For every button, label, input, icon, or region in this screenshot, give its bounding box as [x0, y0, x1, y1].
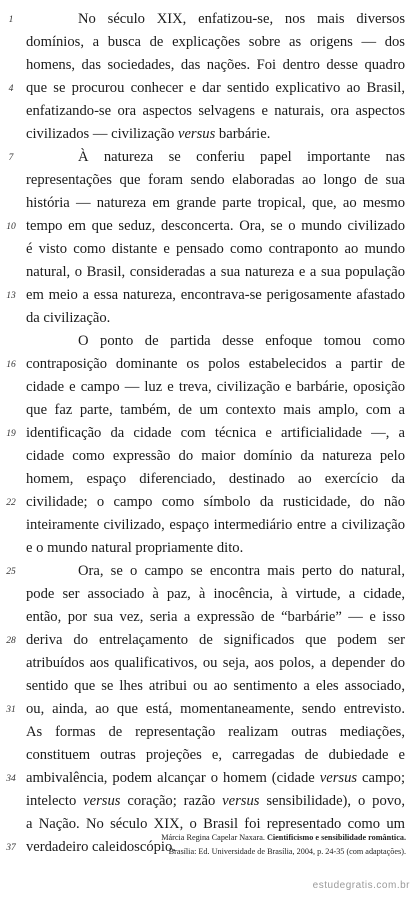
text-run: constituem outras projeções e, carregadas de dubiedade e — [26, 747, 405, 763]
text-run: coração; razão — [120, 793, 223, 809]
text-line — [26, 123, 405, 146]
line-number: 13 — [6, 291, 16, 301]
italic-term: versus — [177, 126, 216, 142]
text-run: deriva do entrelaçamento de significados que podem ser — [26, 632, 405, 648]
italic-term: versus — [319, 770, 358, 786]
text-run: domínios, a busca de explicações sobre as origens — dos — [26, 34, 405, 50]
text-line — [26, 169, 405, 192]
text-line — [26, 422, 405, 445]
text-line — [26, 31, 405, 54]
text-run: À natureza se conferiu papel importante nas — [78, 149, 405, 165]
text-line — [26, 560, 405, 583]
text-run: As formas de representação realizam outras mediações, — [26, 724, 405, 740]
text-line — [26, 215, 405, 238]
text-run: intelecto — [26, 793, 84, 809]
text-line — [26, 192, 405, 215]
text-run: em meio a essa natureza, encontrava-se perigosamente afastado — [26, 287, 405, 303]
line-number: 19 — [6, 429, 16, 439]
line-number: 22 — [6, 498, 16, 508]
text-line — [26, 721, 405, 744]
line-number: 10 — [6, 222, 16, 232]
text-run: campo; — [357, 770, 405, 786]
text-run: representações que foram sendo elaboradas ao longo de sua — [26, 172, 405, 188]
citation-author: Márcia Regina Capelar Naxara. — [161, 833, 265, 842]
italic-term: versus — [83, 793, 121, 809]
citation-title: Cientificismo e sensibilidade romântica. — [266, 833, 406, 842]
line-number: 25 — [6, 567, 16, 577]
text-line — [26, 376, 405, 399]
text-run: história — natureza em grande parte tropical, que, ao mesmo — [26, 195, 405, 211]
text-line — [26, 491, 405, 514]
line-number: 31 — [6, 705, 16, 715]
text-run: enfatizando-se ora aspectos selvagens e naturais, ora aspectos — [26, 103, 405, 119]
text-run: O ponto de partida desse enfoque tomou como — [78, 333, 405, 349]
citation-publisher: Brasília: Ed. Universidade de Brasília, 2004, p. 24-35 (com adaptações). — [168, 847, 406, 856]
line-number: 37 — [6, 843, 16, 853]
text-run: No século XIX, enfatizou-se, nos mais diversos — [78, 11, 405, 27]
text-line — [26, 468, 405, 491]
text-run: ou, ainda, ao que está, momentaneamente, sendo entrevisto. — [26, 701, 405, 717]
text-run: homem, espaço diferenciado, destinado ao exercício da — [26, 471, 405, 487]
text-run: civilidade; o campo como símbolo da rusticidade, do não — [26, 494, 405, 510]
line-number: 28 — [6, 636, 16, 646]
text-line — [26, 652, 405, 675]
text-run: que faz parte, também, de um contexto mais amplo, com a — [26, 402, 405, 418]
text-line — [26, 767, 405, 790]
text-line — [26, 307, 405, 330]
text-run: pode ser associado à paz, à inocência, à virtude, a cidade, — [26, 586, 405, 602]
text-line — [26, 675, 405, 698]
text-run: sensibilidade), o povo, — [259, 793, 405, 809]
text-run: então, por sua vez, seria a expressão de “barbárie” — e isso — [26, 609, 405, 625]
text-run: atribuídos aos qualificativos, ou seja, aos polos, a depender do — [26, 655, 405, 671]
text-line — [26, 261, 405, 284]
text-line — [26, 583, 405, 606]
text-line — [26, 537, 405, 560]
citation-line-1 — [161, 832, 406, 844]
text-line — [26, 744, 405, 767]
text-run: verdadeiro caleidoscópio. — [26, 839, 176, 855]
line-number: 16 — [6, 360, 16, 370]
text-line — [26, 238, 405, 261]
text-run: inteiramente civilizado, espaço intermediário entre a civilização — [26, 517, 405, 533]
line-number: 4 — [8, 84, 14, 94]
text-run: que se procurou conhecer e dar sentido explicativo ao Brasil, — [26, 80, 405, 96]
text-line — [26, 54, 405, 77]
text-run: da civilização. — [26, 310, 111, 326]
text-line — [26, 8, 405, 31]
text-run: natural, o Brasil, consideradas a sua natureza e a sua população — [26, 264, 405, 280]
text-run: é visto como distante e pensado como contraponto ao mundo — [26, 241, 405, 257]
text-run: ambivalência, podem alcançar o homem (cidade — [26, 770, 320, 786]
italic-term: versus — [222, 793, 260, 809]
text-run: sentido que se lhes atribui ou ao sentimento a eles associado, — [26, 678, 405, 694]
text-line — [26, 790, 405, 813]
text-line — [26, 606, 405, 629]
text-line — [26, 100, 405, 123]
text-run: homens, das sociedades, das nações. Foi dentro desse quadro — [26, 57, 405, 73]
text-line — [26, 77, 405, 100]
line-number: 34 — [6, 774, 16, 784]
text-run: e o mundo natural propriamente dito. — [26, 540, 244, 556]
text-run: contraposição dominante os polos estabelecidos a partir de — [26, 356, 405, 372]
text-line — [26, 330, 405, 353]
text-run: Ora, se o campo se encontra mais perto do natural, — [78, 563, 405, 579]
text-run: civilizados — civilização — [26, 126, 178, 142]
text-run: barbárie. — [215, 126, 271, 142]
citation-line-2 — [169, 846, 406, 858]
text-line — [26, 399, 405, 422]
text-line — [26, 514, 405, 537]
line-number: 7 — [8, 153, 14, 163]
text-run: cidade como expressão do maior domínio da natureza pelo — [26, 448, 405, 464]
text-line — [26, 445, 405, 468]
text-run: cidade e campo — luz e treva, civilização e barbárie, oposição — [26, 379, 405, 395]
line-number: 1 — [8, 15, 14, 25]
text-line — [26, 629, 405, 652]
text-run: identificação da cidade com técnica e artificialidade —, a — [26, 425, 405, 441]
text-run: tempo em que seduz, desconcerta. Ora, se o mundo civilizado — [26, 218, 405, 234]
text-run: a Nação. No século XIX, o Brasil foi representado como um — [26, 816, 405, 832]
text-line — [26, 353, 405, 376]
watermark: estudegratis.com.br — [312, 880, 410, 891]
text-line — [26, 146, 405, 169]
text-line — [26, 284, 405, 307]
text-line — [26, 698, 405, 721]
